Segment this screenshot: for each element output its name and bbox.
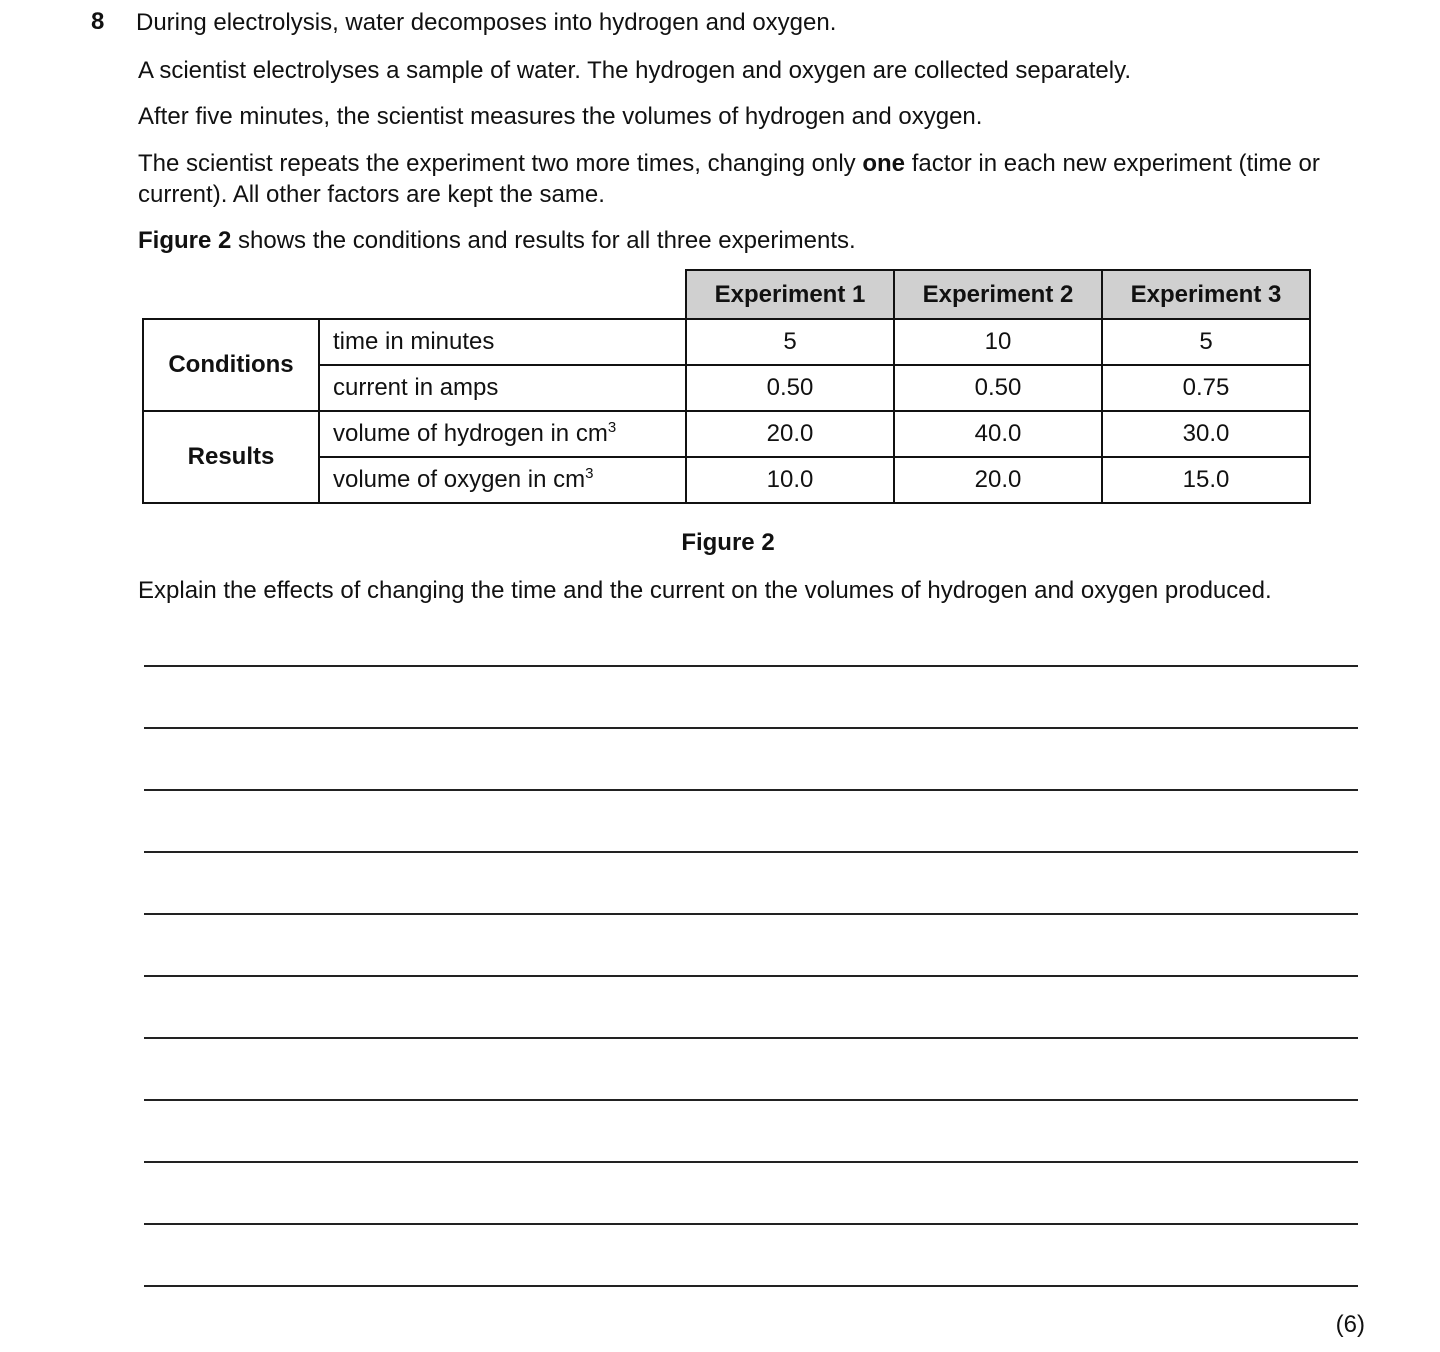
results-table (142, 269, 1311, 504)
answer-line[interactable] (144, 1037, 1358, 1039)
cell-oxygen-exp3: 15.0 (1102, 457, 1310, 503)
answer-line[interactable] (144, 851, 1358, 853)
measurement-paragraph: After five minutes, the scientist measures the volumes of hydrogen and oxygen. (138, 103, 983, 130)
figure-reference-text: shows the conditions and results for all three experiments. (231, 227, 856, 254)
answer-line[interactable] (144, 913, 1358, 915)
answer-line[interactable] (144, 1161, 1358, 1163)
emphasis-one: one (862, 150, 906, 177)
header-experiment-2: Experiment 2 (894, 270, 1102, 319)
answer-line[interactable] (144, 789, 1358, 791)
table-header-row (143, 270, 1310, 319)
answer-line[interactable] (144, 727, 1358, 729)
cell-time-exp1: 5 (686, 319, 894, 365)
repeat-text-before: The scientist repeats the experiment two more times, changing only (138, 150, 863, 177)
answer-line[interactable] (144, 1223, 1358, 1225)
cell-current-exp3: 0.75 (1102, 365, 1310, 411)
cell-time-exp3: 5 (1102, 319, 1310, 365)
cell-current-exp1: 0.50 (686, 365, 894, 411)
figure-caption: Figure 2 (681, 529, 775, 556)
answer-line[interactable] (144, 1099, 1358, 1101)
row-label-oxygen-text: volume of oxygen in cm (333, 466, 586, 493)
table-row (143, 411, 1310, 457)
method-paragraph: A scientist electrolyses a sample of water. The hydrogen and oxygen are collected separately. (138, 57, 1131, 84)
superscript-3: 3 (585, 465, 594, 482)
table-row (143, 365, 1310, 411)
group-results: Results (143, 411, 319, 503)
figure-reference: Figure 2 (138, 227, 232, 254)
question-number: 8 (91, 8, 105, 35)
answer-line[interactable] (144, 1285, 1358, 1287)
row-label-oxygen (319, 457, 686, 503)
intro-paragraph: During electrolysis, water decomposes into hydrogen and oxygen. (136, 9, 837, 36)
question-prompt: Explain the effects of changing the time and the current on the volumes of hydrogen and oxygen produced. (138, 577, 1272, 604)
cell-hydrogen-exp3: 30.0 (1102, 411, 1310, 457)
table-row (143, 319, 1310, 365)
figure-reference-paragraph (138, 225, 1358, 256)
repeat-paragraph (138, 148, 1358, 210)
answer-line[interactable] (144, 665, 1358, 667)
group-conditions: Conditions (143, 319, 319, 411)
row-label-current: current in amps (319, 365, 686, 411)
table-row (143, 457, 1310, 503)
row-label-hydrogen (319, 411, 686, 457)
table-corner-blank (143, 270, 686, 319)
answer-line[interactable] (144, 975, 1358, 977)
marks-available: (6) (1335, 1311, 1365, 1338)
superscript-3: 3 (607, 419, 617, 436)
repeat-text-after: factor in each new experiment (time or current). All other factors are kept the same. (138, 150, 1320, 208)
cell-oxygen-exp1: 10.0 (686, 457, 894, 503)
row-label-hydrogen-text: volume of hydrogen in cm (333, 420, 608, 447)
cell-current-exp2: 0.50 (894, 365, 1102, 411)
row-label-time: time in minutes (319, 319, 686, 365)
cell-hydrogen-exp2: 40.0 (894, 411, 1102, 457)
cell-oxygen-exp2: 20.0 (894, 457, 1102, 503)
header-experiment-1: Experiment 1 (686, 270, 894, 319)
header-experiment-3: Experiment 3 (1102, 270, 1310, 319)
cell-time-exp2: 10 (894, 319, 1102, 365)
cell-hydrogen-exp1: 20.0 (686, 411, 894, 457)
